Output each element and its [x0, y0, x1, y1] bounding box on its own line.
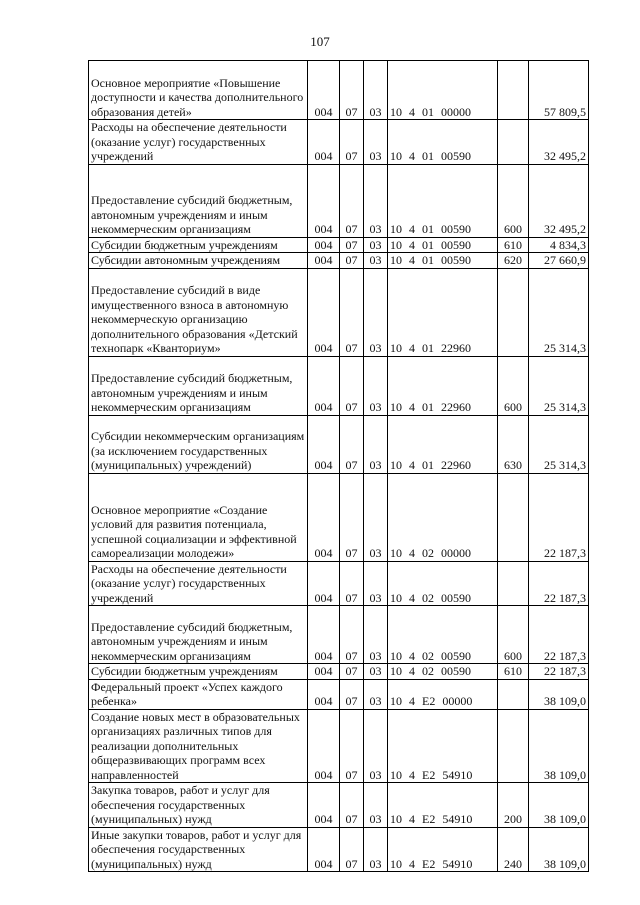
target-article-code: 10 4 01 22960 — [388, 356, 498, 415]
amount: 32 495,2 — [529, 164, 589, 237]
ministry-code: 004 — [308, 709, 340, 783]
expense-type-code — [498, 561, 529, 606]
section-code: 07 — [340, 268, 364, 356]
ministry-code: 004 — [308, 415, 340, 473]
row-name: Основное мероприятие «Создание условий для развития потенциала, успешной социализации и эффективной самореализации молодежи» — [89, 473, 308, 561]
section-code: 07 — [340, 783, 364, 828]
table-row — [89, 827, 589, 872]
subsection-code: 03 — [364, 561, 388, 606]
target-article-code: 10 4 01 00590 — [388, 253, 498, 269]
amount: 38 109,0 — [529, 827, 589, 872]
subsection-code: 03 — [364, 606, 388, 664]
amount: 22 187,3 — [529, 664, 589, 680]
ministry-code: 004 — [308, 356, 340, 415]
section-code: 07 — [340, 709, 364, 783]
amount: 22 187,3 — [529, 473, 589, 561]
amount: 4 834,3 — [529, 237, 589, 253]
ministry-code: 004 — [308, 253, 340, 269]
table-row — [89, 415, 589, 473]
amount: 25 314,3 — [529, 268, 589, 356]
target-article-code: 10 4 01 00000 — [388, 61, 498, 120]
subsection-code: 03 — [364, 473, 388, 561]
table-row — [89, 61, 589, 120]
section-code: 07 — [340, 415, 364, 473]
table-row — [89, 120, 589, 165]
row-name: Предоставление субсидий бюджетным, автономным учреждениям и иным некоммерческим организациям — [89, 606, 308, 664]
expense-type-code: 600 — [498, 356, 529, 415]
target-article-code: 10 4 01 00590 — [388, 120, 498, 165]
expense-type-code: 600 — [498, 606, 529, 664]
amount: 22 187,3 — [529, 561, 589, 606]
ministry-code: 004 — [308, 120, 340, 165]
amount: 57 809,5 — [529, 61, 589, 120]
expense-type-code — [498, 61, 529, 120]
target-article-code: 10 4 01 22960 — [388, 268, 498, 356]
expense-type-code: 630 — [498, 415, 529, 473]
target-article-code: 10 4 02 00590 — [388, 561, 498, 606]
row-name: Расходы на обеспечение деятельности (оказание услуг) государственных учреждений — [89, 120, 308, 165]
table-row — [89, 253, 589, 269]
table-row — [89, 606, 589, 664]
ministry-code: 004 — [308, 61, 340, 120]
amount: 22 187,3 — [529, 606, 589, 664]
subsection-code: 03 — [364, 237, 388, 253]
section-code: 07 — [340, 606, 364, 664]
table-row — [89, 783, 589, 828]
amount: 38 109,0 — [529, 783, 589, 828]
section-code: 07 — [340, 356, 364, 415]
table-row — [89, 473, 589, 561]
budget-table-body — [89, 61, 589, 872]
table-row — [89, 164, 589, 237]
row-name: Предоставление субсидий бюджетным, автономным учреждениям и иным некоммерческим организациям — [89, 356, 308, 415]
table-row — [89, 356, 589, 415]
row-name: Предоставление субсидий бюджетным, автономным учреждениям и иным некоммерческим организациям — [89, 164, 308, 237]
amount: 32 495,2 — [529, 120, 589, 165]
row-name: Субсидии бюджетным учреждениям — [89, 237, 308, 253]
subsection-code: 03 — [364, 827, 388, 872]
subsection-code: 03 — [364, 61, 388, 120]
subsection-code: 03 — [364, 664, 388, 680]
subsection-code: 03 — [364, 356, 388, 415]
ministry-code: 004 — [308, 561, 340, 606]
section-code: 07 — [340, 237, 364, 253]
subsection-code: 03 — [364, 253, 388, 269]
ministry-code: 004 — [308, 783, 340, 828]
table-row — [89, 237, 589, 253]
amount: 27 660,9 — [529, 253, 589, 269]
expense-type-code: 620 — [498, 253, 529, 269]
section-code: 07 — [340, 164, 364, 237]
expense-type-code: 200 — [498, 783, 529, 828]
target-article-code: 10 4 E2 54910 — [388, 783, 498, 828]
row-name: Субсидии автономным учреждениям — [89, 253, 308, 269]
table-row — [89, 664, 589, 680]
section-code: 07 — [340, 120, 364, 165]
table-row — [89, 679, 589, 709]
subsection-code: 03 — [364, 120, 388, 165]
subsection-code: 03 — [364, 709, 388, 783]
table-row — [89, 709, 589, 783]
expense-type-code — [498, 709, 529, 783]
ministry-code: 004 — [308, 664, 340, 680]
row-name: Создание новых мест в образовательных организациях различных типов для реализации дополнительных общеразвивающих программ всех направленностей — [89, 709, 308, 783]
row-name: Расходы на обеспечение деятельности (оказание услуг) государственных учреждений — [89, 561, 308, 606]
row-name: Предоставление субсидий в виде имущественного взноса в автономную некоммерческую организацию дополнительного образования «Детский технопарк «Кванториум» — [89, 268, 308, 356]
amount: 25 314,3 — [529, 356, 589, 415]
page-number: 107 — [310, 34, 330, 49]
expense-type-code — [498, 120, 529, 165]
expense-type-code — [498, 473, 529, 561]
ministry-code: 004 — [308, 473, 340, 561]
target-article-code: 10 4 01 22960 — [388, 415, 498, 473]
target-article-code: 10 4 02 00590 — [388, 664, 498, 680]
ministry-code: 004 — [308, 237, 340, 253]
subsection-code: 03 — [364, 783, 388, 828]
amount: 38 109,0 — [529, 709, 589, 783]
table-row — [89, 268, 589, 356]
row-name: Субсидии бюджетным учреждениям — [89, 664, 308, 680]
ministry-code: 004 — [308, 827, 340, 872]
target-article-code: 10 4 02 00590 — [388, 606, 498, 664]
target-article-code: 10 4 E2 54910 — [388, 709, 498, 783]
section-code: 07 — [340, 253, 364, 269]
expense-type-code: 240 — [498, 827, 529, 872]
expense-type-code: 610 — [498, 237, 529, 253]
target-article-code: 10 4 01 00590 — [388, 237, 498, 253]
section-code: 07 — [340, 679, 364, 709]
ministry-code: 004 — [308, 679, 340, 709]
ministry-code: 004 — [308, 164, 340, 237]
expense-type-code — [498, 268, 529, 356]
subsection-code: 03 — [364, 415, 388, 473]
row-name: Федеральный проект «Успех каждого ребенка» — [89, 679, 308, 709]
ministry-code: 004 — [308, 606, 340, 664]
section-code: 07 — [340, 827, 364, 872]
target-article-code: 10 4 E2 00000 — [388, 679, 498, 709]
section-code: 07 — [340, 61, 364, 120]
table-row — [89, 561, 589, 606]
target-article-code: 10 4 01 00590 — [388, 164, 498, 237]
section-code: 07 — [340, 473, 364, 561]
row-name: Основное мероприятие «Повышение доступности и качества дополнительного образования детей» — [89, 61, 308, 120]
ministry-code: 004 — [308, 268, 340, 356]
row-name: Субсидии некоммерческим организациям (за исключением государственных (муниципальных) учреждений) — [89, 415, 308, 473]
subsection-code: 03 — [364, 164, 388, 237]
row-name: Закупка товаров, работ и услуг для обеспечения государственных (муниципальных) нужд — [89, 783, 308, 828]
section-code: 07 — [340, 664, 364, 680]
expense-type-code — [498, 679, 529, 709]
amount: 38 109,0 — [529, 679, 589, 709]
budget-table — [88, 60, 589, 872]
subsection-code: 03 — [364, 679, 388, 709]
subsection-code: 03 — [364, 268, 388, 356]
expense-type-code: 600 — [498, 164, 529, 237]
expense-type-code: 610 — [498, 664, 529, 680]
target-article-code: 10 4 E2 54910 — [388, 827, 498, 872]
row-name: Иные закупки товаров, работ и услуг для обеспечения государственных (муниципальных) нужд — [89, 827, 308, 872]
section-code: 07 — [340, 561, 364, 606]
target-article-code: 10 4 02 00000 — [388, 473, 498, 561]
amount: 25 314,3 — [529, 415, 589, 473]
